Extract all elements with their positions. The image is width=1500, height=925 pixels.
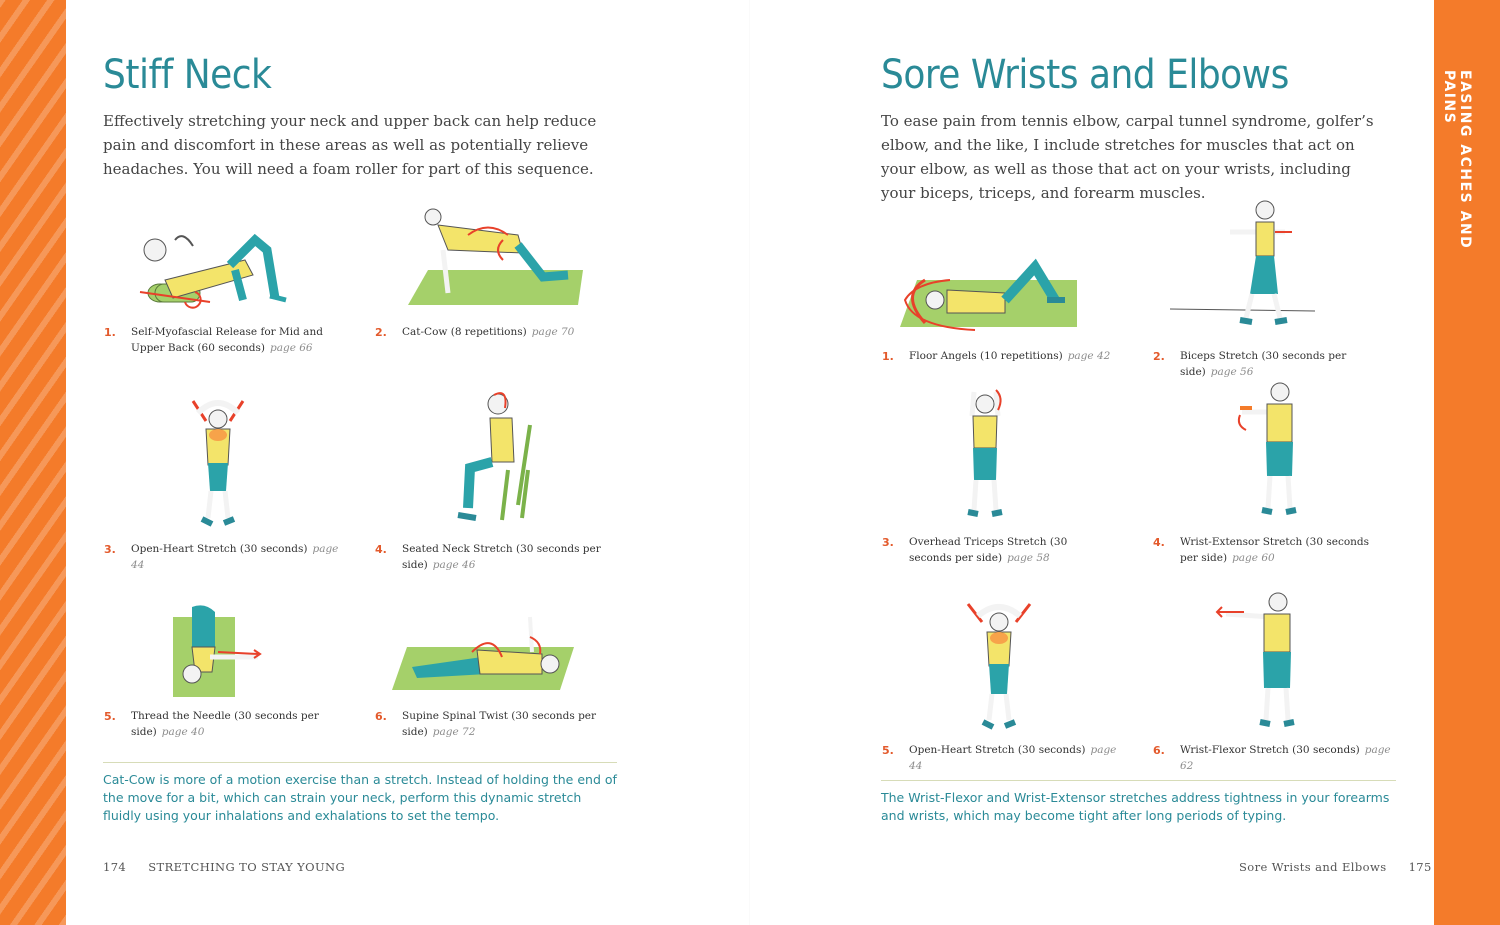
left-tip-divider [103,762,617,763]
left-caption-5 [104,709,331,740]
page-reference: page 44 [131,543,339,571]
page-reference: page 46 [432,558,476,571]
page-reference: page 62 [1180,744,1391,772]
right-caption-4 [1153,535,1370,566]
exercise-open-heart-illustration [178,393,258,533]
page-reference: page 40 [161,725,205,738]
caption-label: Seated Neck Stretch (30 seconds per side) [402,543,601,571]
right-caption-6 [1153,743,1400,774]
page-reference: page 44 [909,744,1117,772]
page-reference: page 42 [1067,350,1111,362]
caption-label: Open-Heart Stretch (30 seconds) [909,744,1086,756]
page-reference: page 72 [432,725,476,738]
caption-label: Wrist-Flexor Stretch (30 seconds) [1180,744,1360,756]
caption-number: 5. [104,710,116,723]
caption-number: 4. [375,543,387,556]
caption-label: Wrist-Extensor Stretch (30 seconds per side) [1180,536,1370,564]
caption-number: 1. [882,350,894,363]
exercise-supine-twist-illustration [392,612,574,692]
caption-number: 6. [375,710,387,723]
left-page-edge-band [0,0,66,925]
caption-label: Thread the Needle (30 seconds per side) [131,710,319,738]
left-caption-2 [375,325,602,341]
right-intro-text: To ease pain from tennis elbow, carpal tunnel syndrome, golfer’s elbow, and the like, I include stretches for muscles that act on your elbow, as well as those that act on your wrists, including your biceps, triceps, and forearm muscles. [881,112,1374,202]
left-tip-text: Cat-Cow is more of a motion exercise than a stretch. Instead of holding the end of the move for a bit, which can strain your neck, perform this dynamic stretch fluidly using your inhalations and exhalations to set the tempo. [103,772,617,823]
page-reference: page 66 [270,341,313,354]
caption-label: Overhead Triceps Stretch (30 seconds per side) [909,536,1068,564]
caption-label: Cat-Cow (8 repetitions) [402,326,527,338]
caption-number: 1. [104,326,116,339]
caption-label: Self-Myofascial Release for Mid and Upper Back (60 seconds) [131,326,323,354]
caption-number: 2. [1153,350,1165,363]
exercise-cat-cow-illustration [408,205,588,307]
left-intro-text: Effectively stretching your neck and upper back can help reduce pain and discomfort in these areas as well as potentially relieve headaches. You will need a foam roller for part of this sequence. [103,112,597,178]
exercise-overhead-triceps-illustration [958,388,1013,523]
chapter-side-tab: EASING ACHES AND PAINS [1441,70,1473,250]
caption-number: 3. [104,543,116,556]
exercise-foam-roller-illustration [135,220,295,320]
caption-number: 2. [375,326,387,339]
caption-number: 6. [1153,744,1165,757]
left-caption-3 [104,542,351,573]
left-folio [103,860,345,874]
exercise-biceps-stretch-illustration [1170,196,1315,331]
exercise-thread-needle-illustration [170,602,265,698]
right-caption-3 [882,535,1099,566]
running-head: Sore Wrists and Elbows [1239,860,1387,874]
caption-number: 4. [1153,536,1165,549]
spine-gutter [749,0,750,925]
page-reference: page 58 [1007,551,1050,564]
caption-number: 3. [882,536,894,549]
left-caption-4 [375,542,612,573]
right-caption-2 [1153,349,1400,380]
right-tip-text: The Wrist-Flexor and Wrist-Extensor stretches address tightness in your forearms and wrists, which may become tight after long periods of typing. [881,790,1390,823]
exercise-wrist-extensor-illustration [1232,380,1302,525]
page-reference: page 56 [1210,365,1254,378]
exercise-open-heart-illustration-2 [962,600,1037,735]
exercise-seated-neck-illustration [450,390,540,530]
right-caption-5 [882,743,1129,774]
page-number: 174 [103,860,127,874]
right-caption-1 [882,349,1129,365]
running-head: STRETCHING TO STAY YOUNG [148,860,346,874]
caption-label: Open-Heart Stretch (30 seconds) [131,543,308,555]
exercise-floor-angels-illustration [895,255,1080,335]
caption-label: Supine Spinal Twist (30 seconds per side) [402,710,597,738]
left-caption-1 [104,325,331,356]
left-caption-6 [375,709,612,740]
right-folio [1239,860,1432,874]
caption-label: Biceps Stretch (30 seconds per side) [1180,350,1347,378]
left-section-title: Stiff Neck [103,52,272,98]
right-section-title: Sore Wrists and Elbows [881,52,1289,98]
right-tip-divider [881,780,1396,781]
page-number: 175 [1408,860,1432,874]
caption-number: 5. [882,744,894,757]
page-reference: page 60 [1232,551,1275,564]
page-reference: page 70 [531,326,575,338]
caption-label: Floor Angels (10 repetitions) [909,350,1063,362]
exercise-wrist-flexor-illustration [1214,590,1299,735]
